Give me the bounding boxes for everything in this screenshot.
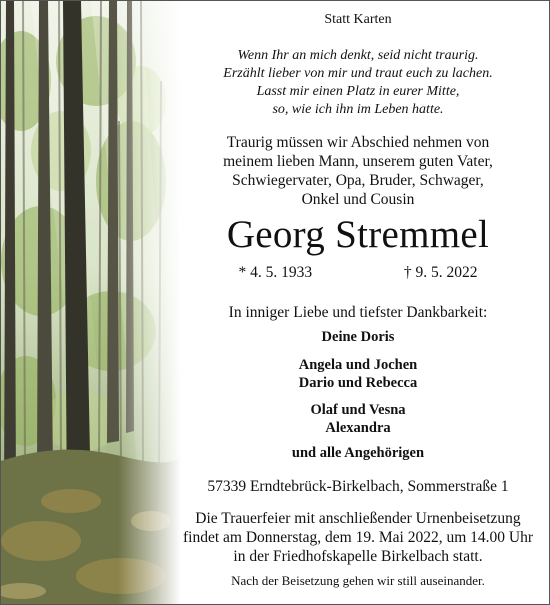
intro-line: meinem lieben Mann, unserem guten Vater, xyxy=(223,153,493,170)
birth-date: * 4. 5. 1933 xyxy=(238,264,313,281)
deceased-name: Georg Stremmel xyxy=(226,213,490,256)
intro-line: Onkel und Cousin xyxy=(301,191,415,208)
mourner-all: und alle Angehörigen xyxy=(291,445,425,461)
obituary-text xyxy=(166,0,550,605)
mourner-line: Alexandra xyxy=(325,420,391,436)
intro-line: Schwiegervater, Opa, Bruder, Schwager, xyxy=(232,172,484,189)
closing-note: Nach der Beisetzung gehen wir still auseinander. xyxy=(231,573,485,588)
mourner-line: Olaf und Vesna xyxy=(310,402,406,418)
intro-line: Traurig müssen wir Abschied nehmen von xyxy=(226,134,490,151)
address: 57339 Erndtebrück-Birkelbach, Sommerstraße 1 xyxy=(207,478,509,495)
funeral-line: in der Friedhofskapelle Birkelbach statt. xyxy=(233,548,483,565)
funeral-line: findet am Donnerstag, dem 19. Mai 2022, um 14.00 Uhr xyxy=(183,529,533,546)
mourner-line: Angela und Jochen xyxy=(298,357,418,373)
forest-photo xyxy=(1,1,181,604)
header-note: Statt Karten xyxy=(324,12,392,27)
poem-line: Lasst mir einen Platz in eurer Mitte, xyxy=(256,84,460,99)
poem-line: Erzählt lieber von mir und traut euch zu lachen. xyxy=(223,66,493,81)
poem-line: Wenn Ihr an mich denkt, seid nicht traurig. xyxy=(237,48,479,63)
life-dates xyxy=(166,264,550,282)
mourner-line: Dario und Rebecca xyxy=(298,375,418,391)
mourner-spouse: Deine Doris xyxy=(321,329,395,345)
death-date: † 9. 5. 2022 xyxy=(403,264,478,281)
funeral-line: Die Trauerfeier mit anschließender Urnenbeisetzung xyxy=(195,510,521,527)
poem-line: so, wie ich ihn im Leben hatte. xyxy=(272,102,444,117)
dedication: In inniger Liebe und tiefster Dankbarkeit: xyxy=(228,304,488,321)
